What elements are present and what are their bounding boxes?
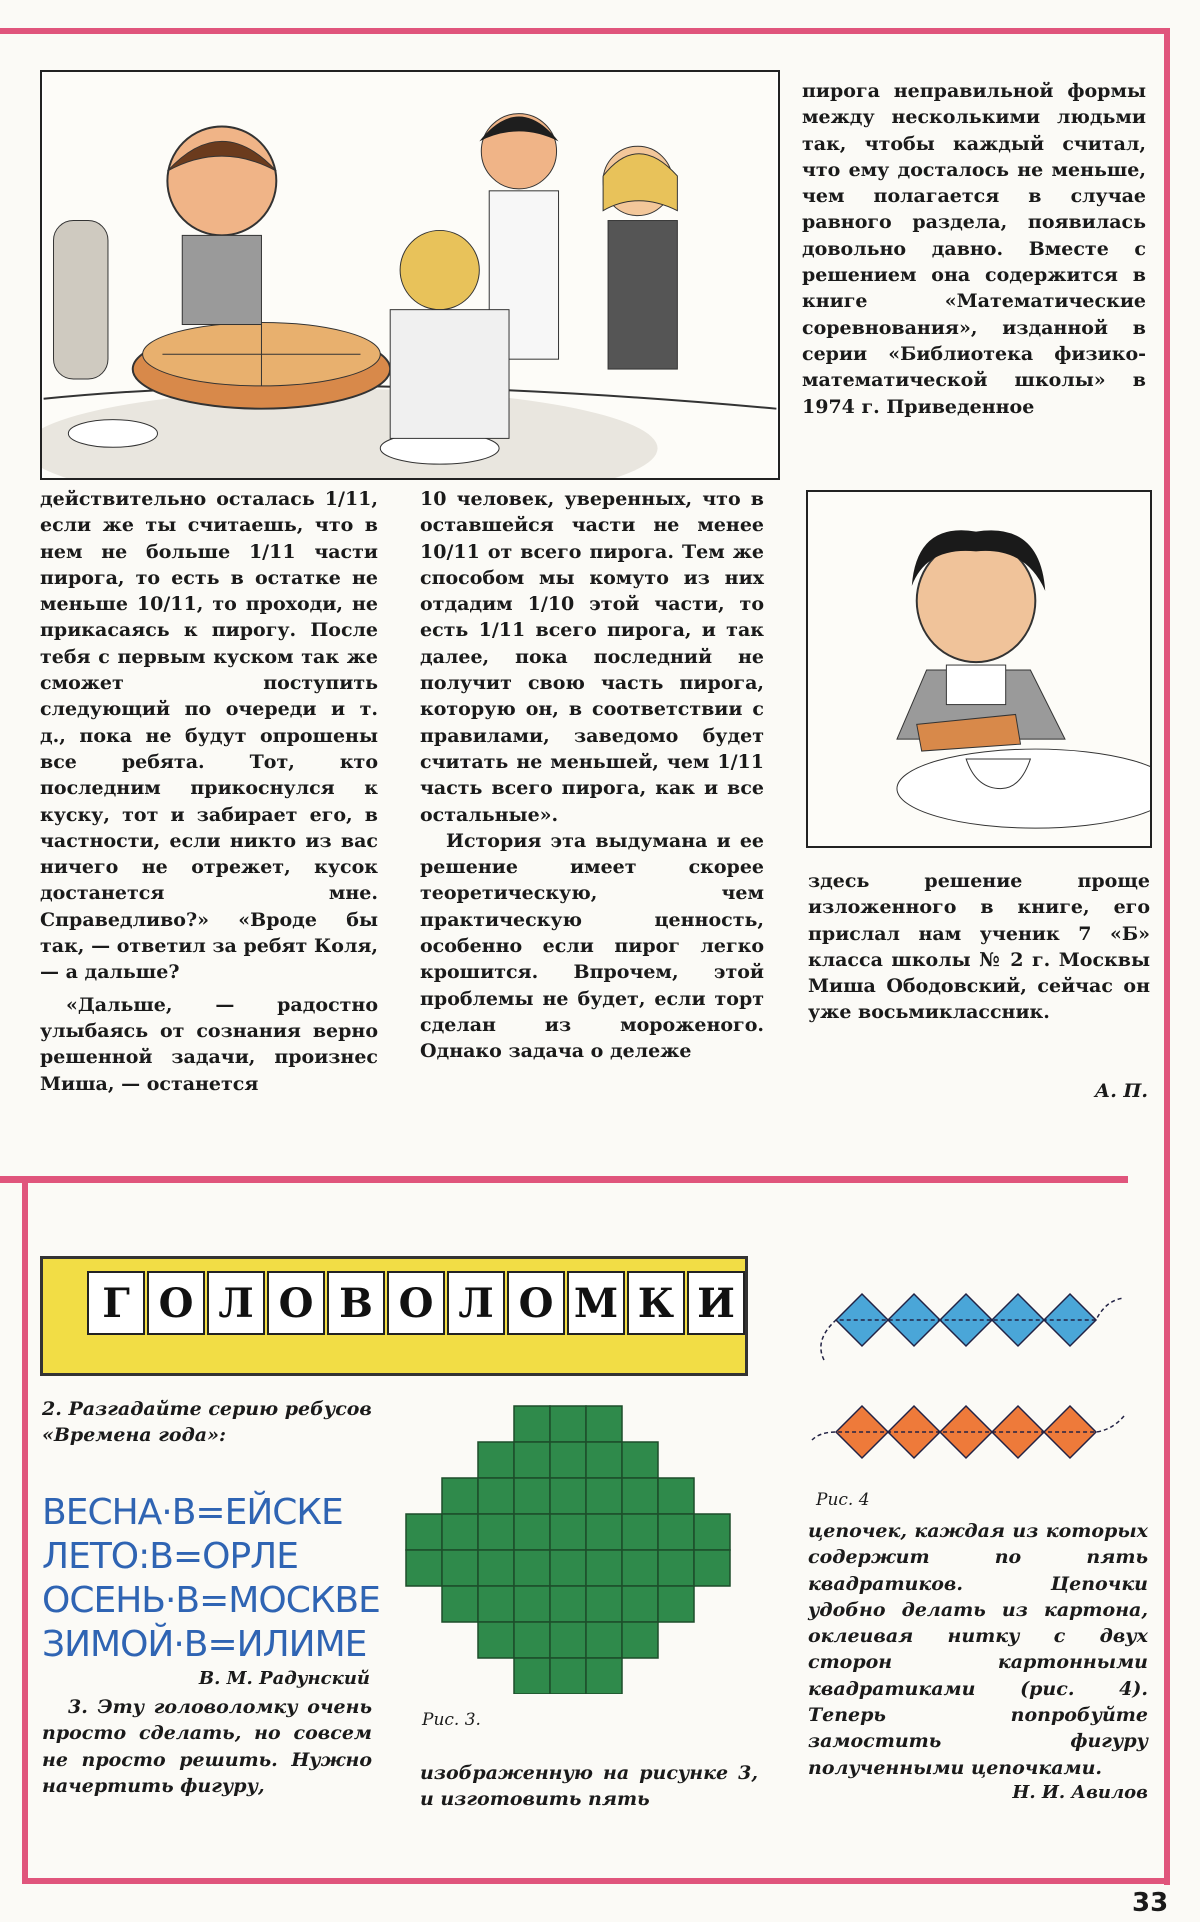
puzzle-2-intro: [42, 1396, 378, 1449]
figure-3-cell: [622, 1478, 658, 1514]
figure-3-cell: [550, 1406, 586, 1442]
figure-3-cell: [550, 1442, 586, 1478]
figure-3-cell: [586, 1586, 622, 1622]
puzzle-3-author: Н. И. Авилов: [1012, 1782, 1148, 1803]
banner-letter: О: [387, 1271, 445, 1335]
figure-3-cell: [550, 1586, 586, 1622]
figure-3-cell: [514, 1406, 550, 1442]
rebus-line: ЗИМОЙ·В=ИЛИМЕ: [42, 1624, 367, 1665]
figure-3-cell: [586, 1514, 622, 1550]
frame-top: [0, 28, 1170, 34]
banner-letter: М: [567, 1271, 625, 1335]
figure-4-chains: [806, 1270, 1156, 1480]
puzzle-3-number: 3.: [68, 1696, 88, 1718]
figure-3-cell: [478, 1514, 514, 1550]
figure-3-cell: [514, 1478, 550, 1514]
article-text: пирога неправильной формы между несколькими людьми так, чтобы каждый считал, что ему досталось не меньше, чем полагается в случае равного раздела, появилась довольно давно. Вместе с решением она содержится в книге «Математические соревнования», изданной в серии «Библиотека физико-математической школы» в 1974 г. Приведенное: [802, 80, 1146, 418]
figure-3-cell: [694, 1550, 730, 1586]
puzzle-3-text: Эту головоломку очень просто сделать, но совсем не просто решить. Нужно начертить фигуру,: [42, 1696, 373, 1797]
puzzle-3-text-c: [808, 1518, 1148, 1781]
article-paragraph: здесь решение проще изложенного в книге, его прислал нам ученик 7 «Б» класса школы № 2 г. Москвы Миша Ободовский, сейчас он уже восьмиклассник.: [808, 870, 1150, 1024]
figure-3-cell: [406, 1550, 442, 1586]
figure-3-cell: [514, 1586, 550, 1622]
figure-3-cell: [550, 1622, 586, 1658]
puzzles-banner: [40, 1256, 748, 1376]
chain-blue: [821, 1294, 1124, 1360]
rebus-line: ОСЕНЬ·В=МОСКВЕ: [42, 1580, 380, 1621]
figure-3-cell: [442, 1514, 478, 1550]
banner-letter: В: [327, 1271, 385, 1335]
signature: А. П.: [1094, 1080, 1148, 1102]
text-column-3: [808, 868, 1150, 1026]
figure-3-cell: [622, 1514, 658, 1550]
puzzle-3-text-b: [420, 1760, 758, 1813]
rebus-line: ЛЕТО:В=ОРЛЕ: [42, 1536, 298, 1577]
figure-4-caption: Рис. 4: [816, 1490, 870, 1510]
rebus-line: ВЕСНА·В=ЕЙСКЕ: [42, 1492, 343, 1533]
article-paragraph: История эта выдумана и ее решение имеет скорее теоретическую, чем практическую ценность, особенно если пирог легко крошится. Впрочем, этой проблемы не будет, если торт сделан из мороженого. Однако задача о дележе: [420, 829, 764, 1063]
figure-3-cell: [550, 1550, 586, 1586]
figure-3-grid: [400, 1402, 736, 1694]
puzzle-3-text-a: [42, 1694, 372, 1799]
figure-4: [806, 1270, 1156, 1480]
text-column-1: [40, 486, 378, 1097]
figure-3-cell: [478, 1622, 514, 1658]
figure-3-cell: [658, 1550, 694, 1586]
figure-3-cell: [658, 1478, 694, 1514]
figure-3-cell: [514, 1658, 550, 1694]
banner-letter: О: [147, 1271, 205, 1335]
figure-3-cell: [478, 1442, 514, 1478]
figure-3-caption: Рис. 3.: [422, 1710, 481, 1730]
illustration-right: [806, 490, 1152, 848]
article-paragraph: 10 человек, уверенных, что в оставшейся части не менее 10/11 от всего пирога. Тем же способом мы комуто из них отдадим 1/10 этой части, то есть 1/11 всего пирога, и так далее, пока последний не получит свою часть пирога, которую он, в соответствии с правилами, заведомо будет считать не меньшей, чем 1/11 часть всего пирога, как и все остальные».: [420, 488, 764, 826]
figure-3-cell: [586, 1406, 622, 1442]
figure-3-cell: [622, 1622, 658, 1658]
article-paragraph: «Дальше, — радостно улыбаясь от сознания верно решенной задачи, произнес Миша, — останется: [40, 993, 378, 1095]
figure-3-cell: [514, 1442, 550, 1478]
figure-3-cell: [586, 1478, 622, 1514]
chain-orange: [812, 1406, 1124, 1458]
puzzle-3-text-b-content: изображенную на рисунке 3, и изготовить пять: [420, 1762, 758, 1811]
figure-3-cell: [514, 1514, 550, 1550]
banner-letter: К: [627, 1271, 685, 1335]
puzzle-2-number: 2.: [42, 1398, 62, 1420]
rebus-list: [42, 1491, 380, 1667]
figure-3-cell: [550, 1658, 586, 1694]
puzzle-2-author: В. М. Радунский: [198, 1668, 370, 1689]
frame-bottom: [22, 1878, 1170, 1884]
figure-3-cell: [658, 1586, 694, 1622]
figure-3-cell: [622, 1550, 658, 1586]
figure-3-cell: [478, 1478, 514, 1514]
figure-3-cell: [442, 1550, 478, 1586]
figure-3-cell: [622, 1586, 658, 1622]
frame-left: [22, 1176, 28, 1884]
figure-3-cell: [586, 1658, 622, 1694]
figure-3-cell: [514, 1550, 550, 1586]
figure-3-cell: [586, 1622, 622, 1658]
figure-3-cell: [658, 1514, 694, 1550]
figure-3-cell: [694, 1514, 730, 1550]
figure-3-cell: [586, 1550, 622, 1586]
page-number: 33: [1132, 1888, 1169, 1918]
banner-letter: И: [687, 1271, 745, 1335]
figure-3-cell: [586, 1442, 622, 1478]
figure-3: [400, 1402, 736, 1694]
figure-3-cell: [442, 1478, 478, 1514]
banner-letter: О: [267, 1271, 325, 1335]
banner-letter: Г: [87, 1271, 145, 1335]
puzzle-3-text-c-content: цепочек, каждая из которых содержит по пять квадратиков. Цепочки удобно делать из картона, оклеивая нитку с двух сторон картонными квадратиками (рис. 4). Теперь попробуйте замостить фигуру полученными цепочками.: [808, 1520, 1148, 1779]
banner-letter: О: [507, 1271, 565, 1335]
article-paragraph: действительно осталась 1/11, если же ты считаешь, что в нем не больше 1/11 части пирога, то есть в остатке не меньше 10/11, то проходи, не прикасаясь к пирогу. После тебя с первым куском так же сможет поступить следующий по очереди и т. д., пока не будут опрошены все ребята. Тот, кто последним прикоснулся к куску, тот и забирает его, в частности, если никто из вас ничего не отрежет, кусок достанется мне. Справедливо?» «Вроде бы так, — ответил за ребят Коля, — а дальше?: [40, 488, 378, 984]
frame-right: [1164, 28, 1170, 1885]
figure-3-cell: [550, 1478, 586, 1514]
frame-divider: [0, 1176, 1128, 1183]
figure-3-cell: [406, 1514, 442, 1550]
figure-3-cell: [442, 1586, 478, 1622]
figure-3-cell: [514, 1622, 550, 1658]
figure-3-cell: [622, 1442, 658, 1478]
puzzle-2-text: Разгадайте серию ребусов «Времена года»:: [42, 1398, 372, 1447]
figure-3-cell: [478, 1550, 514, 1586]
text-column-2: [420, 486, 764, 1065]
banner-letter: Л: [207, 1271, 265, 1335]
illustration-top: [40, 70, 780, 480]
text-column-right-top: [802, 78, 1146, 420]
figure-3-cell: [478, 1586, 514, 1622]
figure-3-cell: [550, 1514, 586, 1550]
banner-letter: Л: [447, 1271, 505, 1335]
